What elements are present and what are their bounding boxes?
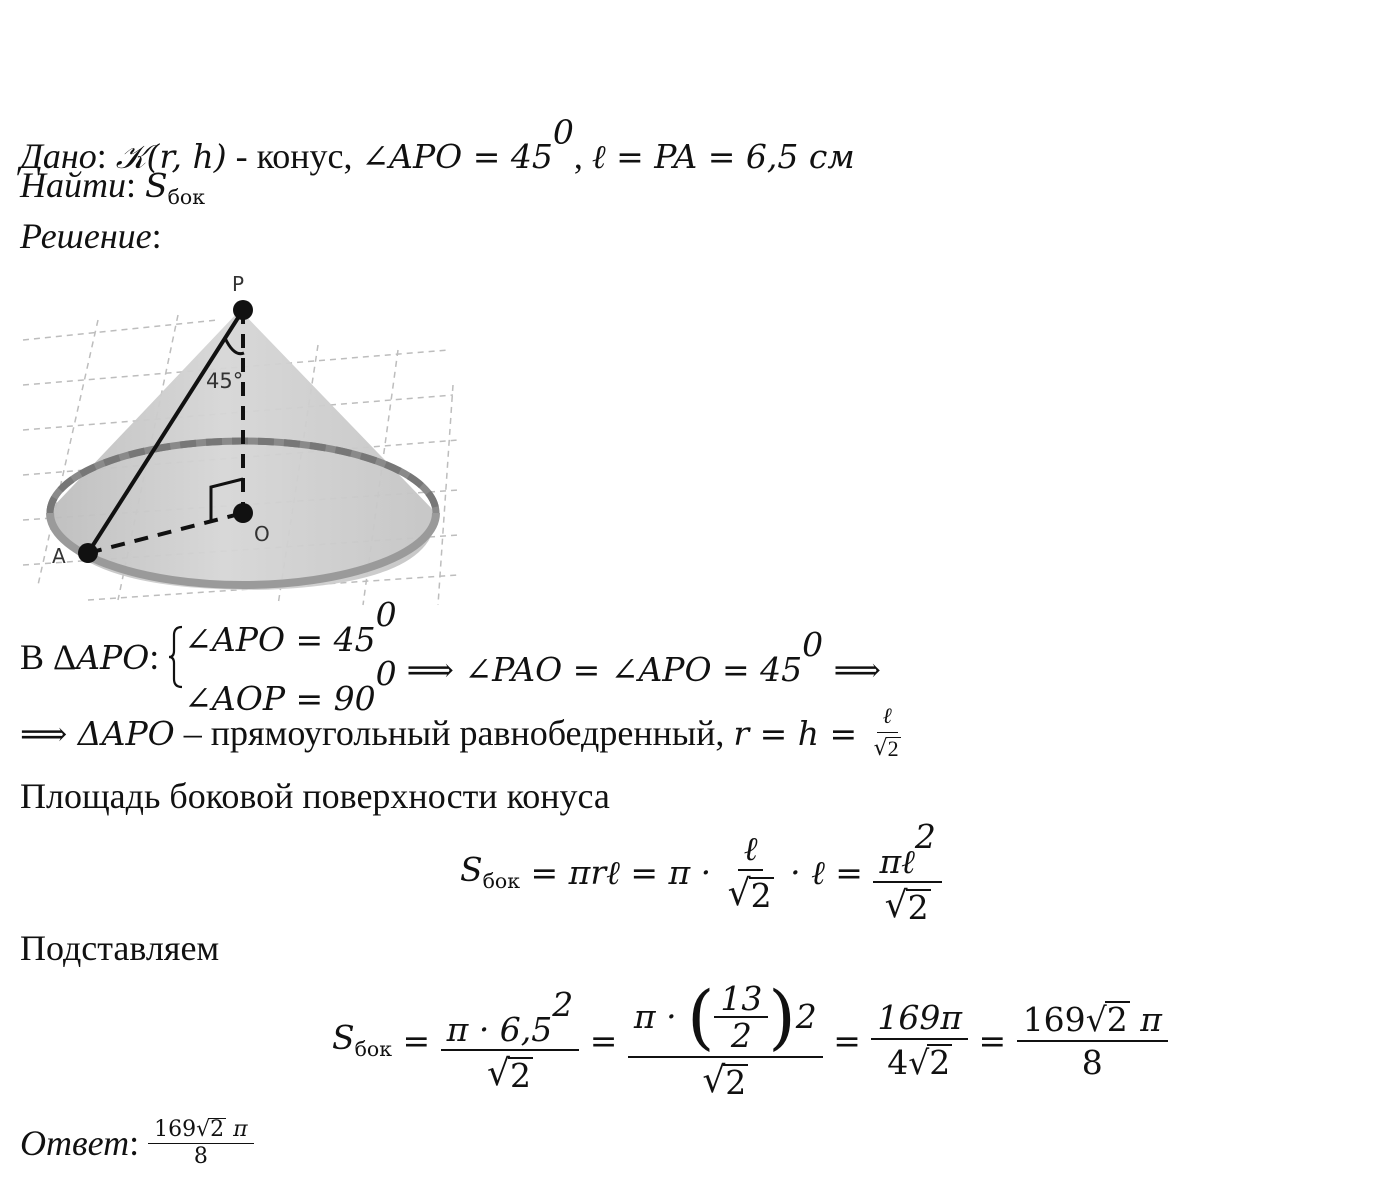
angle-label: 45°: [206, 369, 244, 393]
label-A: A: [52, 544, 66, 568]
step2-arrow-triangle: ⟹ ΔAPO: [20, 713, 175, 753]
step2-eq: r = h =: [733, 713, 868, 753]
find-target: $S_{бок}$: [145, 166, 206, 210]
point-O: [233, 503, 253, 523]
system-eq2: ∠AOP = $90^0$: [184, 654, 397, 718]
formula1: [460, 816, 942, 928]
label-O: O: [254, 522, 270, 546]
step1-prefix: В Δ: [20, 637, 77, 677]
step2-line: [20, 700, 907, 766]
find-label: Найти: [20, 165, 126, 205]
substitute-label: Подставляем: [20, 928, 220, 968]
given-line: Дано: 𝒦(r, h) - конус, ∠APO = $45^0$, ℓ = PA = 6,5 см: [20, 112, 855, 176]
area-title: Площадь боковой поверхности конуса: [20, 776, 610, 816]
formula1-frac2: πℓ$^2$ √ 2: [873, 820, 941, 925]
given-label: Дано: [20, 135, 97, 176]
point-P: [233, 300, 253, 320]
formula1-part1: = πrℓ = π ·: [520, 852, 722, 892]
formula2-frac3: 169π 4 √ 2: [871, 1001, 968, 1079]
formula1-part2: · ℓ =: [779, 852, 874, 892]
formula2-frac4: 169 √ 2 π 8: [1017, 1001, 1168, 1079]
equation-system: [184, 594, 397, 718]
given-length: ℓ = PA = 6,5 см: [591, 136, 855, 176]
system-eq1: ∠APO = $45^0$: [184, 594, 397, 659]
answer-line: Ответ : 169 √ 2 π 8: [20, 1108, 254, 1178]
formula1-lhs: $S_{бок}$: [460, 849, 520, 893]
step2-text: – прямоугольный равнобедренный,: [174, 713, 734, 753]
label-P: P: [232, 272, 245, 296]
solution-label: Решение: [20, 216, 152, 256]
system-brace: [168, 625, 184, 689]
formula2-lhs: $S_{бок}$: [332, 1017, 392, 1061]
formula2-frac1: $\pi \cdot 6,5^2$ √ 2: [441, 988, 580, 1093]
step1-triangle: APO: [76, 637, 150, 677]
cone-word: - конус,: [235, 135, 353, 176]
formula2-frac2: π · ( $\frac{13}{2}$ ) 2 √ 2: [628, 982, 823, 1099]
answer-label: Ответ: [20, 1123, 130, 1163]
step2-fraction: ℓ √ 2: [873, 704, 899, 761]
formula1-frac1: ℓ √ 2: [727, 829, 772, 915]
cone-figure: [18, 265, 468, 610]
answer-fraction: 169 √ 2 π 8: [148, 1118, 253, 1168]
step1-line: В Δ APO : ∠APO = $45^0$ ∠AOP = $90^0$ ⟹ ∠PAO = ∠APO = $45^0$ ⟹: [20, 594, 881, 718]
solution-line: Решение:: [20, 216, 162, 256]
point-A: [78, 543, 98, 563]
cone-notation: 𝒦(r, h): [115, 136, 227, 176]
given-angle: ∠APO = $45^0$: [361, 112, 574, 176]
find-line: Найти: $S_{бок}$: [20, 165, 206, 210]
step1-result: ⟹ ∠PAO = ∠APO = $45^0$ ⟹: [406, 625, 881, 689]
formula2: $S_{бок}$ = $\pi \cdot 6,5^2$ √ 2 = π · ( $\frac{13}{2}$ ) 2 √ 2 = 169π 4 √ 2 = 169 √ 2 π 8: [332, 975, 1168, 1105]
